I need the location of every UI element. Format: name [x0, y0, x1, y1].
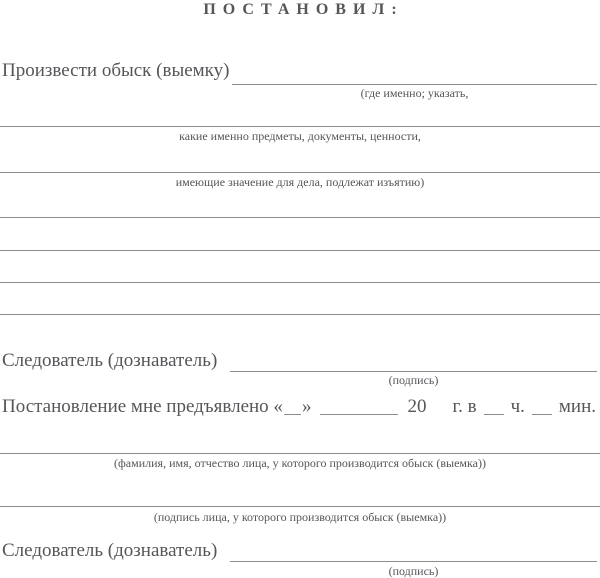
- hours-field: [484, 399, 504, 415]
- investigator-top-signature-line: [230, 371, 597, 372]
- order-caption-items: какие именно предметы, документы, ценности,: [179, 129, 421, 143]
- year-prefix: 20: [407, 396, 427, 417]
- fill-line: [0, 126, 600, 127]
- closing-quote: »: [301, 396, 312, 417]
- subject-signature-caption: (подпись лица, у которого производится обыск (выемка)): [153, 510, 447, 524]
- subject-signature-line: [0, 506, 600, 507]
- ruled-line: [0, 217, 600, 218]
- investigator-bottom-signature-caption: (подпись): [388, 564, 439, 578]
- presented-prefix: Постановление мне предъявлено «: [2, 396, 283, 417]
- year-suffix: г. в: [452, 396, 477, 417]
- subject-name-caption: (фамилия, имя, отчество лица, у которого производится обыск (выемка)): [114, 456, 486, 470]
- order-caption-relevant: имеющие значение для дела, подлежат изъятию): [175, 175, 425, 189]
- investigator-bottom-signature-line: [230, 561, 597, 562]
- minutes-label: мин.: [558, 396, 596, 417]
- hours-label: ч.: [510, 396, 525, 417]
- investigator-bottom-label: Следователь (дознаватель): [2, 540, 218, 561]
- order-caption-where: (где именно; указать,: [360, 86, 469, 100]
- month-field: [320, 399, 398, 415]
- subject-name-line: [0, 453, 600, 454]
- ruled-line: [0, 314, 600, 315]
- investigator-top-label: Следователь (дознаватель): [2, 350, 218, 371]
- fill-line: [0, 172, 600, 173]
- order-label: Произвести обыск (выемку): [2, 60, 230, 81]
- page-title: ПОСТАНОВИЛ:: [203, 1, 404, 18]
- presented-dateline: [2, 396, 596, 417]
- minutes-field: [532, 399, 552, 415]
- ruled-line: [0, 250, 600, 251]
- investigator-top-signature-caption: (подпись): [388, 373, 439, 387]
- order-fill-line: [232, 84, 597, 85]
- day-field: [284, 399, 301, 415]
- ruled-line: [0, 282, 600, 283]
